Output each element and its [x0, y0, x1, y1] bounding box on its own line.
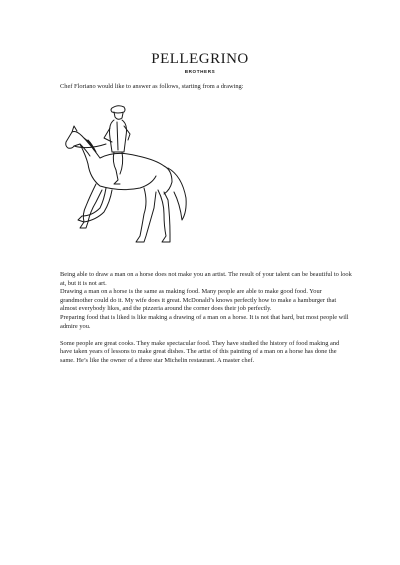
intro-text: Chef Floriano would like to answer as follows, starting from a drawing: [60, 83, 244, 90]
paragraph: Being able to draw a man on a horse does not make you an artist. The result of your talent can be beautiful to look at, but it is not art. [60, 271, 352, 287]
paragraph: Drawing a man on a horse is the same as making food. Many people are able to make good food. Your grandmother could do it. My wife does it great. McDonald’s knows perfectly how to make a hamburger that almost everybody likes, and the pizzeria around the corner does their job perfectly. [60, 288, 337, 313]
paragraph-gap [60, 331, 352, 340]
man-on-horse-drawing [60, 104, 190, 246]
brand-logo [0, 52, 400, 74]
paragraph: Preparing food that is liked is like making a drawing of a man on a horse. It is not that hard, but most people will admire you. [60, 313, 349, 330]
brand-name: PELLEGRINO [151, 51, 249, 67]
paragraph: Some people are great cooks. They make spectacular food. They have studied the history of food making and have taken years of lessons to make great dishes. The artist of this painting of a man on a horse has done the same. He’s like the owner of a three star Michelin restaurant. A master chef. [60, 339, 340, 364]
body-text [60, 271, 352, 366]
brand-subtitle: BROTHERS [184, 69, 216, 74]
